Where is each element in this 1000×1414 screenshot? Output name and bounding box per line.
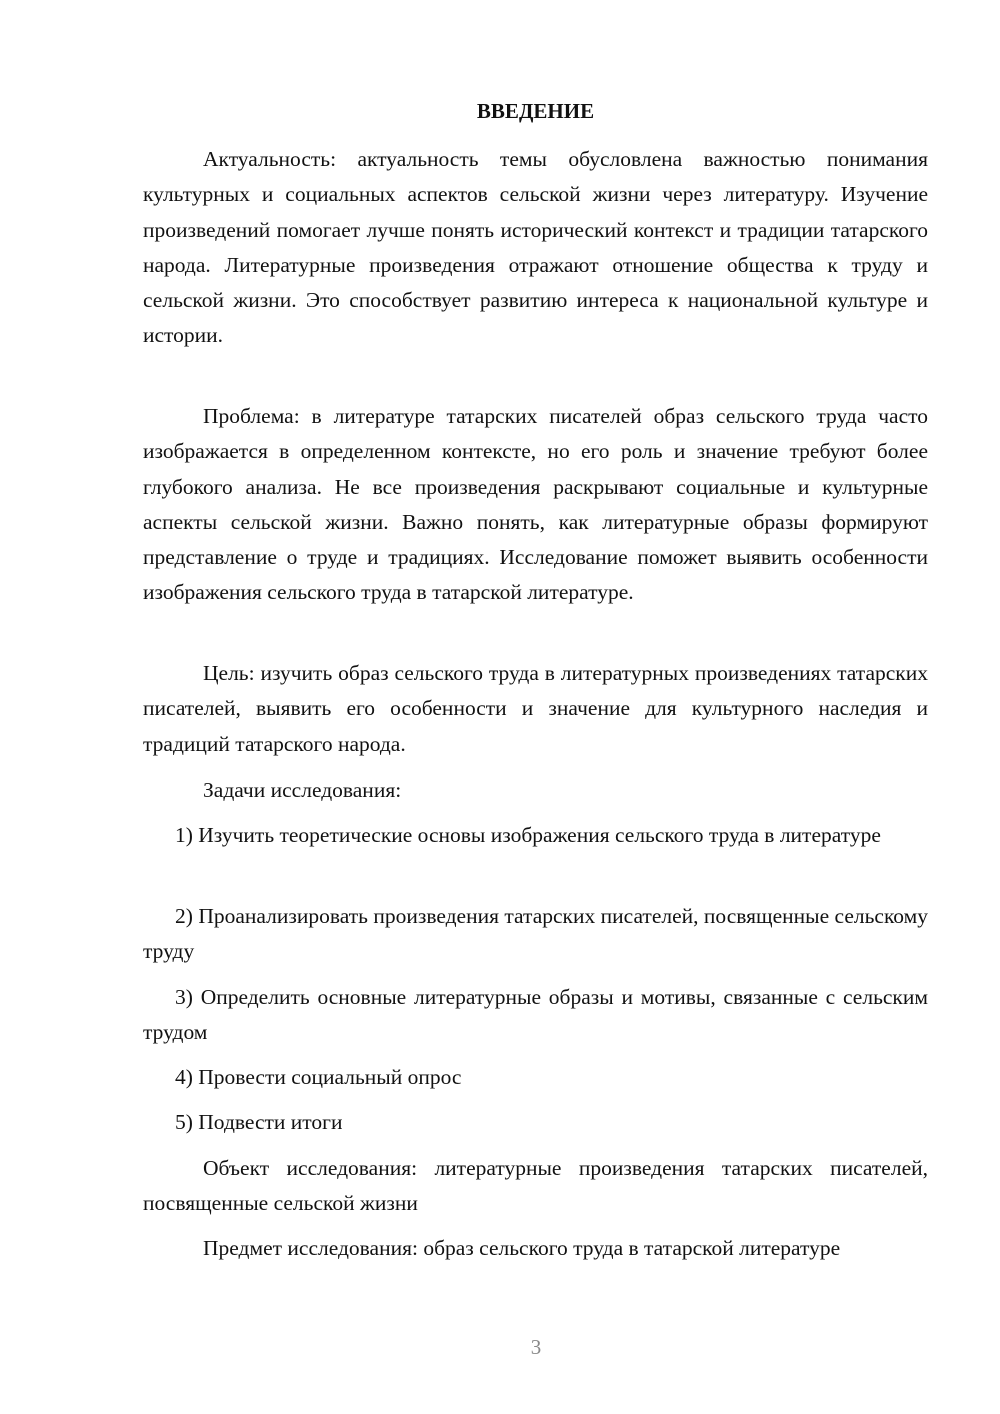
page-number: 3 (530, 1335, 542, 1359)
task-item-4: 4) Провести социальный опрос (175, 1065, 462, 1089)
problem-paragraph: Проблема: в литературе татарских писателей образ сельского труда часто изображается в определенном контексте, но его роль и значение требуют более глубокого анализа. Не все произведения раскрывают социальные и культурные аспекты сельской жизни. Важно понять, как литературные образы формируют представление о труде и традициях. Исследование поможет выявить особенности изображения сельского труда в татарской литературе. (143, 404, 928, 605)
task-item-3: 3) Определить основные литературные образы и мотивы, связанные с сельским трудом (143, 985, 928, 1045)
task-item-5: 5) Подвести итоги (175, 1110, 343, 1134)
tasks-heading: Задачи исследования: (203, 778, 402, 802)
subject-paragraph: Предмет исследования: образ сельского труда в татарской литературе (203, 1236, 841, 1260)
relevance-paragraph: Актуальность: актуальность темы обусловлена важностью понимания культурных и социальных аспектов сельской жизни через литературу. Изучение произведений помогает лучше понять исторический контекст и традиции татарского народа. Литературные произведения отражают отношение общества к труду и сельской жизни. Это способствует развитию интереса к национальной культуре и истории. (143, 147, 928, 348)
goal-paragraph: Цель: изучить образ сельского труда в литературных произведениях татарских писателей, выявить его особенности и значение для культурного наследия и традиций татарского народа. (143, 661, 928, 756)
task-item-1: 1) Изучить теоретические основы изображения сельского труда в литературе (175, 823, 881, 847)
section-heading: ВВЕДЕНИЕ (476, 99, 595, 123)
object-paragraph: Объект исследования: литературные произведения татарских писателей, посвященные сельской жизни (143, 1156, 928, 1216)
task-item-2: 2) Проанализировать произведения татарских писателей, посвященные сельскому труду (143, 904, 928, 964)
